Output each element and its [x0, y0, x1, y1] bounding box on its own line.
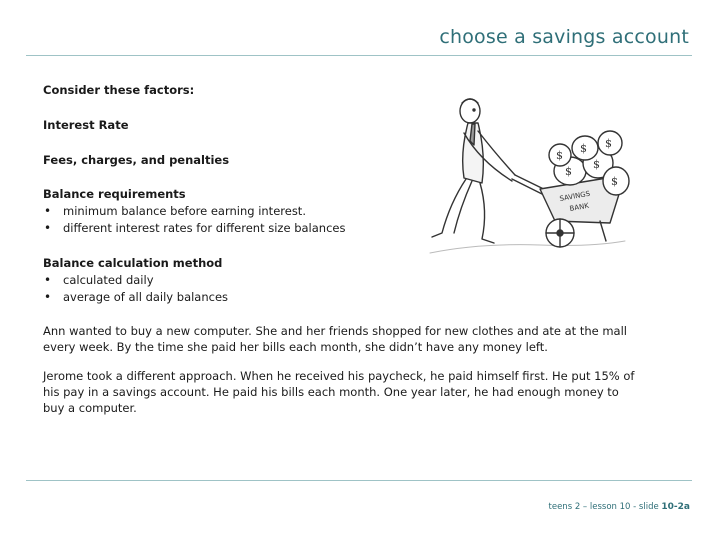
dollar-sign: $ — [556, 149, 563, 162]
bullet-icon: • — [44, 290, 52, 304]
balance-calculation-list — [43, 272, 643, 306]
balance-calculation-heading: Balance calculation method — [43, 256, 223, 270]
balance-requirements-heading: Balance requirements — [43, 187, 186, 201]
story-jerome: Jerome took a different approach. When he received his paycheck, he paid himself first. He put 15% of his pay in a savings account. He paid his bills each month. One year later, he had enough money to buy a computer. — [43, 369, 635, 415]
bullet-icon: • — [44, 204, 52, 218]
barrow-label-1: SAVINGS — [558, 189, 591, 203]
list-item — [43, 289, 643, 306]
dollar-sign: $ — [593, 158, 600, 171]
list-item-text: calculated daily — [63, 273, 154, 287]
page-title: choose a savings account — [439, 26, 689, 48]
list-item-text: average of all daily balances — [63, 290, 229, 304]
wheelbarrow-illustration — [420, 93, 640, 268]
list-item — [43, 272, 643, 289]
bullet-icon: • — [44, 273, 52, 287]
dollar-sign: $ — [611, 175, 618, 188]
list-item-text: different interest rates for different size balances — [63, 221, 346, 235]
footer — [549, 502, 690, 512]
intro-heading: Consider these factors: — [43, 83, 195, 97]
factor-interest-rate: Interest Rate — [43, 118, 129, 132]
barrow-label-2: BANK — [568, 201, 590, 213]
slide-number: 10-2a — [661, 502, 690, 512]
bullet-icon: • — [44, 221, 52, 235]
dollar-sign: $ — [580, 142, 587, 155]
footer-divider — [26, 480, 692, 481]
dollar-sign: $ — [565, 165, 572, 178]
footer-text: teens 2 – lesson 10 - slide — [548, 502, 662, 512]
story-ann: Ann wanted to buy a new computer. She and her friends shopped for new clothes and ate at the mall every week. By the time she paid her bills each month, she didn’t have any money left. — [43, 324, 627, 354]
dollar-sign: $ — [605, 137, 612, 150]
factor-fees: Fees, charges, and penalties — [43, 153, 230, 167]
list-item-text: minimum balance before earning interest. — [63, 204, 306, 218]
header-divider — [26, 55, 692, 56]
